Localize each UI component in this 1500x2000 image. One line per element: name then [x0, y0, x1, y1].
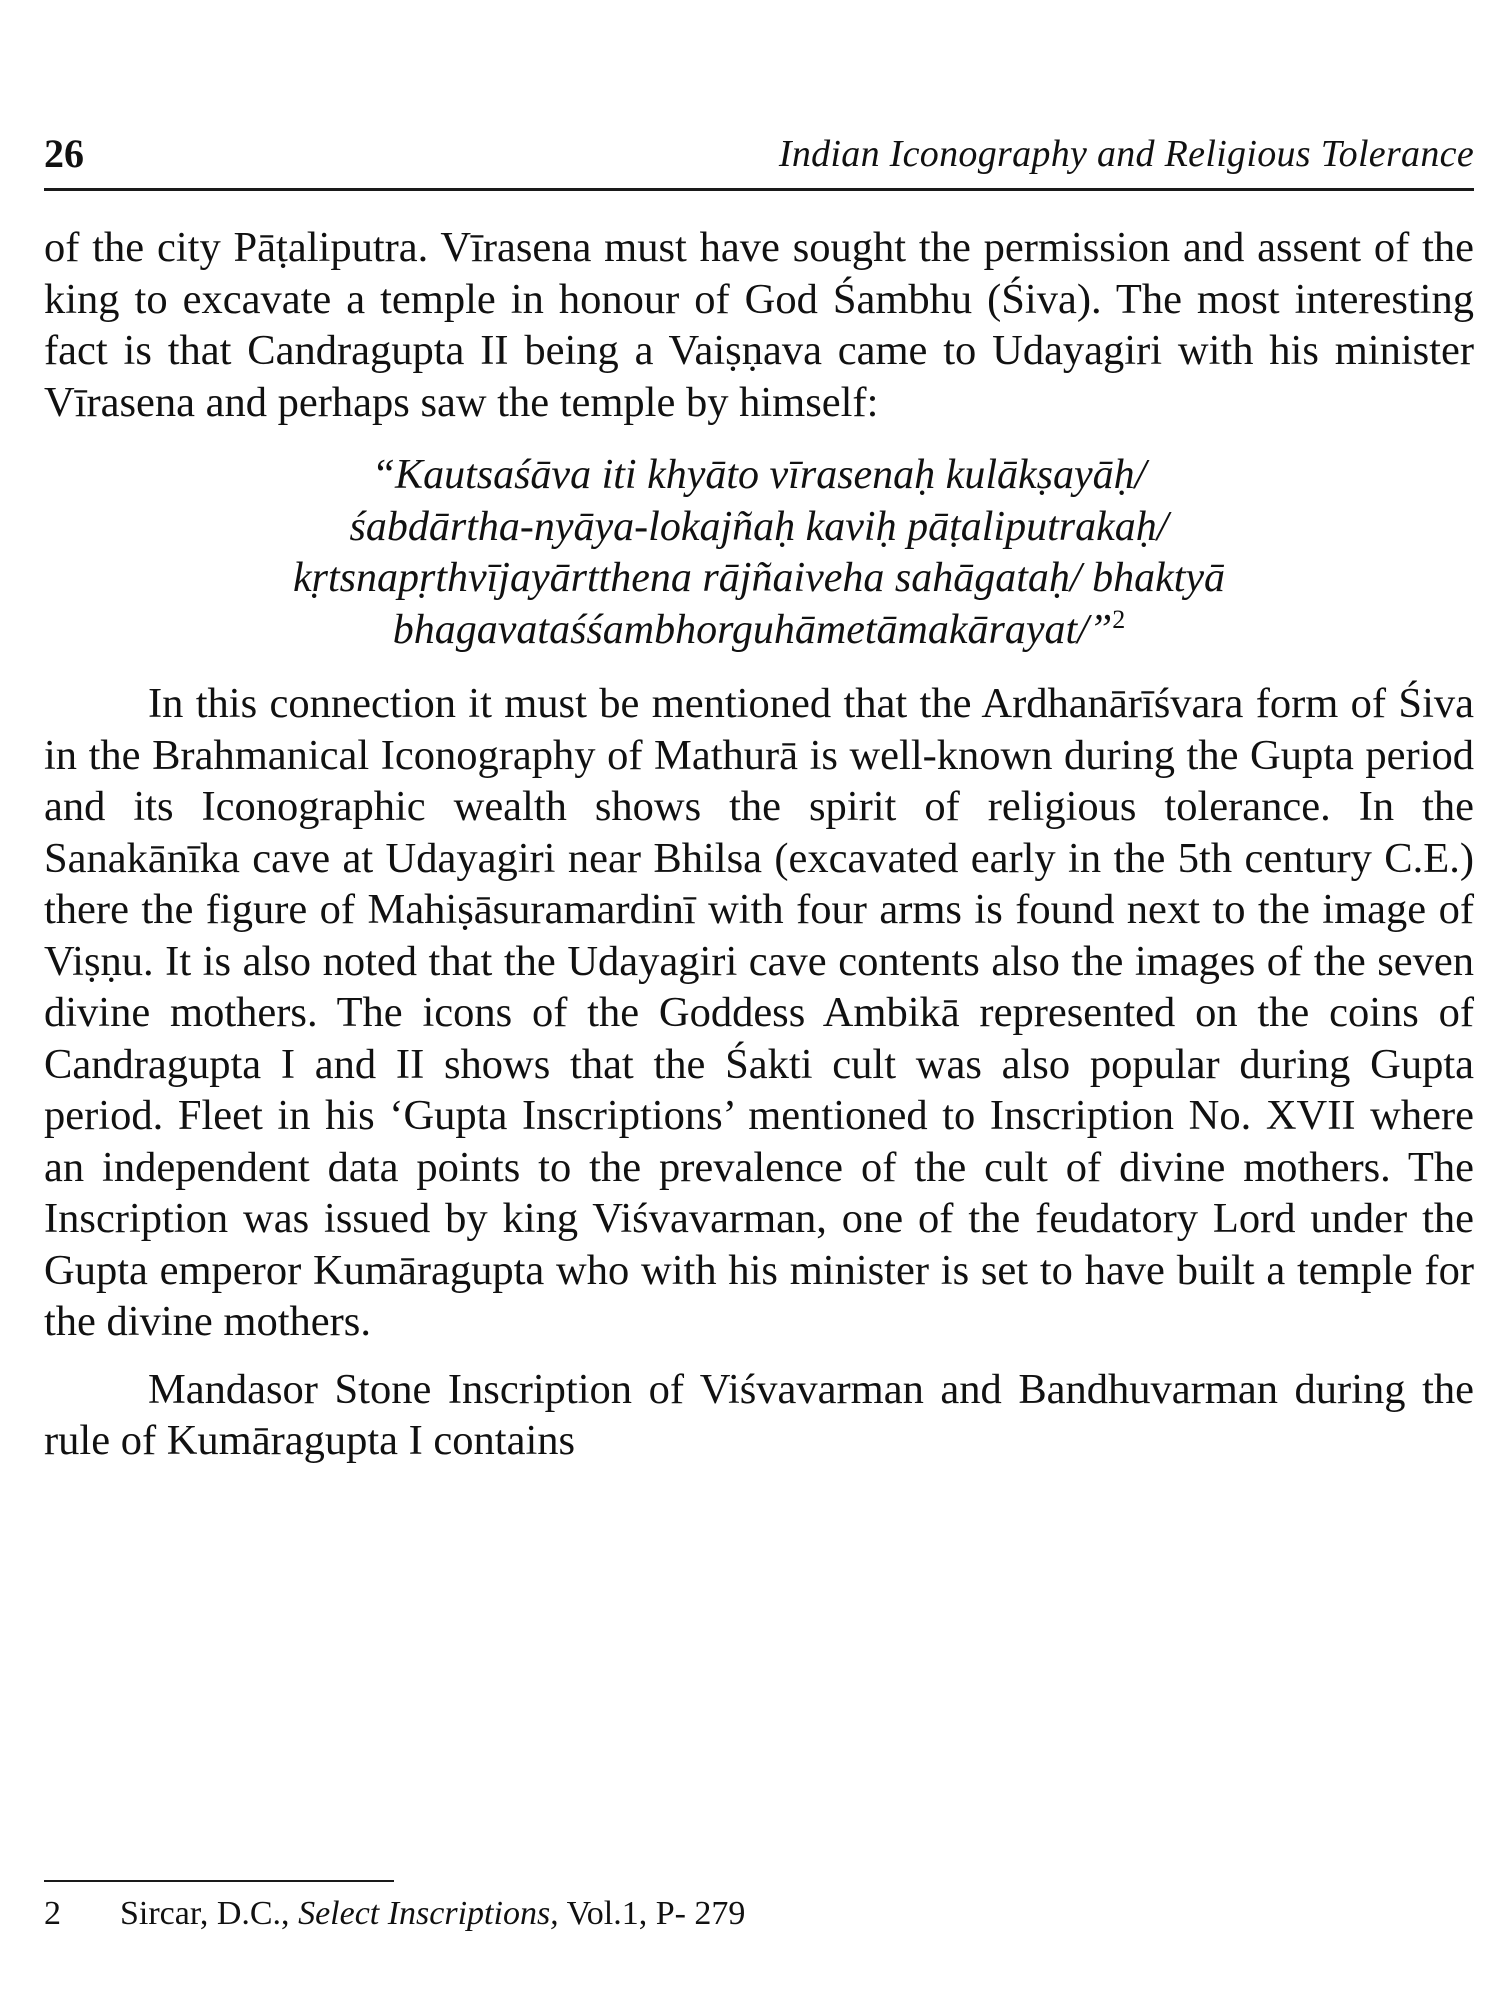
page-number: 26: [44, 131, 84, 176]
book-page: [44, 0, 1474, 2000]
footnote-work-title: Select Inscriptions,: [298, 1895, 559, 1932]
running-header: [44, 128, 1474, 191]
footnote-location: Vol.1, P- 279: [558, 1895, 746, 1932]
paragraph-iconography: In this connection it must be mentioned that the Ardhanārīśvara form of Śiva in the Brahmanical Iconography of Mathurā is well-known during the Gupta period and its Iconographic wealth shows the spirit of religious tolerance. In the Sanakānīka cave at Udayagiri near Bhilsa (excavated early in the 5th century C.E.) there the figure of Mahiṣāsuramardinī with four arms is found next to the image of Viṣṇu. It is also noted that the Udayagiri cave contents also the images of the seven divine mothers. The icons of the Goddess Ambikā represented on the coins of Candragupta I and II shows that the Śakti cult was also popular during Gupta period. Fleet in his ‘Gupta Inscriptions’ mentioned to Inscription No. XVII where an independent data points to the prevalence of the cult of divine mothers. The Inscription was issued by king Viśvavarman, one of the feudatory Lord under the Gupta emperor Kumāragupta who with his minister is set to have built a temple for the divine mothers.: [44, 680, 1474, 1345]
paragraph-continuation: of the city Pāṭaliputra. Vīrasena must have sought the permission and assent of the king to excavate a temple in honour of God Śambhu (Śiva). The most interesting fact is that Candragupta II being a Vaiṣṇava came to Udayagiri with his minister Vīrasena and perhaps saw the temple by himself:: [44, 224, 1474, 426]
running-title: Indian Iconography and Religious Tolerance: [778, 133, 1474, 175]
footnote-divider: [44, 1880, 394, 1882]
verse-line-4: bhagavataśśambhorguhāmetāmakārayat/”: [392, 606, 1113, 653]
paragraph-mandasor: Mandasor Stone Inscription of Viśvavarman and Bandhuvarman during the rule of Kumāragupta I contains: [44, 1365, 1474, 1464]
body-text: [44, 222, 1474, 1467]
verse-line-2: śabdārtha-nyāya-lokajñaḥ kaviḥ pāṭaliputrakaḥ/: [349, 503, 1169, 550]
verse-line-4-wrapper: [44, 605, 1474, 657]
footnote-number: 2: [44, 1895, 61, 1932]
footnote-author: Sircar, D.C.,: [120, 1895, 299, 1932]
verse-line-3: kṛtsnapṛthvījayārtthena rājñaiveha sahāgataḥ/ bhaktyā: [292, 555, 1226, 601]
footnote-reference[interactable]: 2: [1112, 604, 1126, 634]
sanskrit-verse: [44, 450, 1474, 656]
footnote: [44, 1894, 745, 1934]
verse-line-1: “Kautsaśāva iti khyāto vīrasenaḥ kulākṣayāḥ/: [371, 452, 1147, 498]
paragraph-spacer: [44, 1348, 1474, 1364]
